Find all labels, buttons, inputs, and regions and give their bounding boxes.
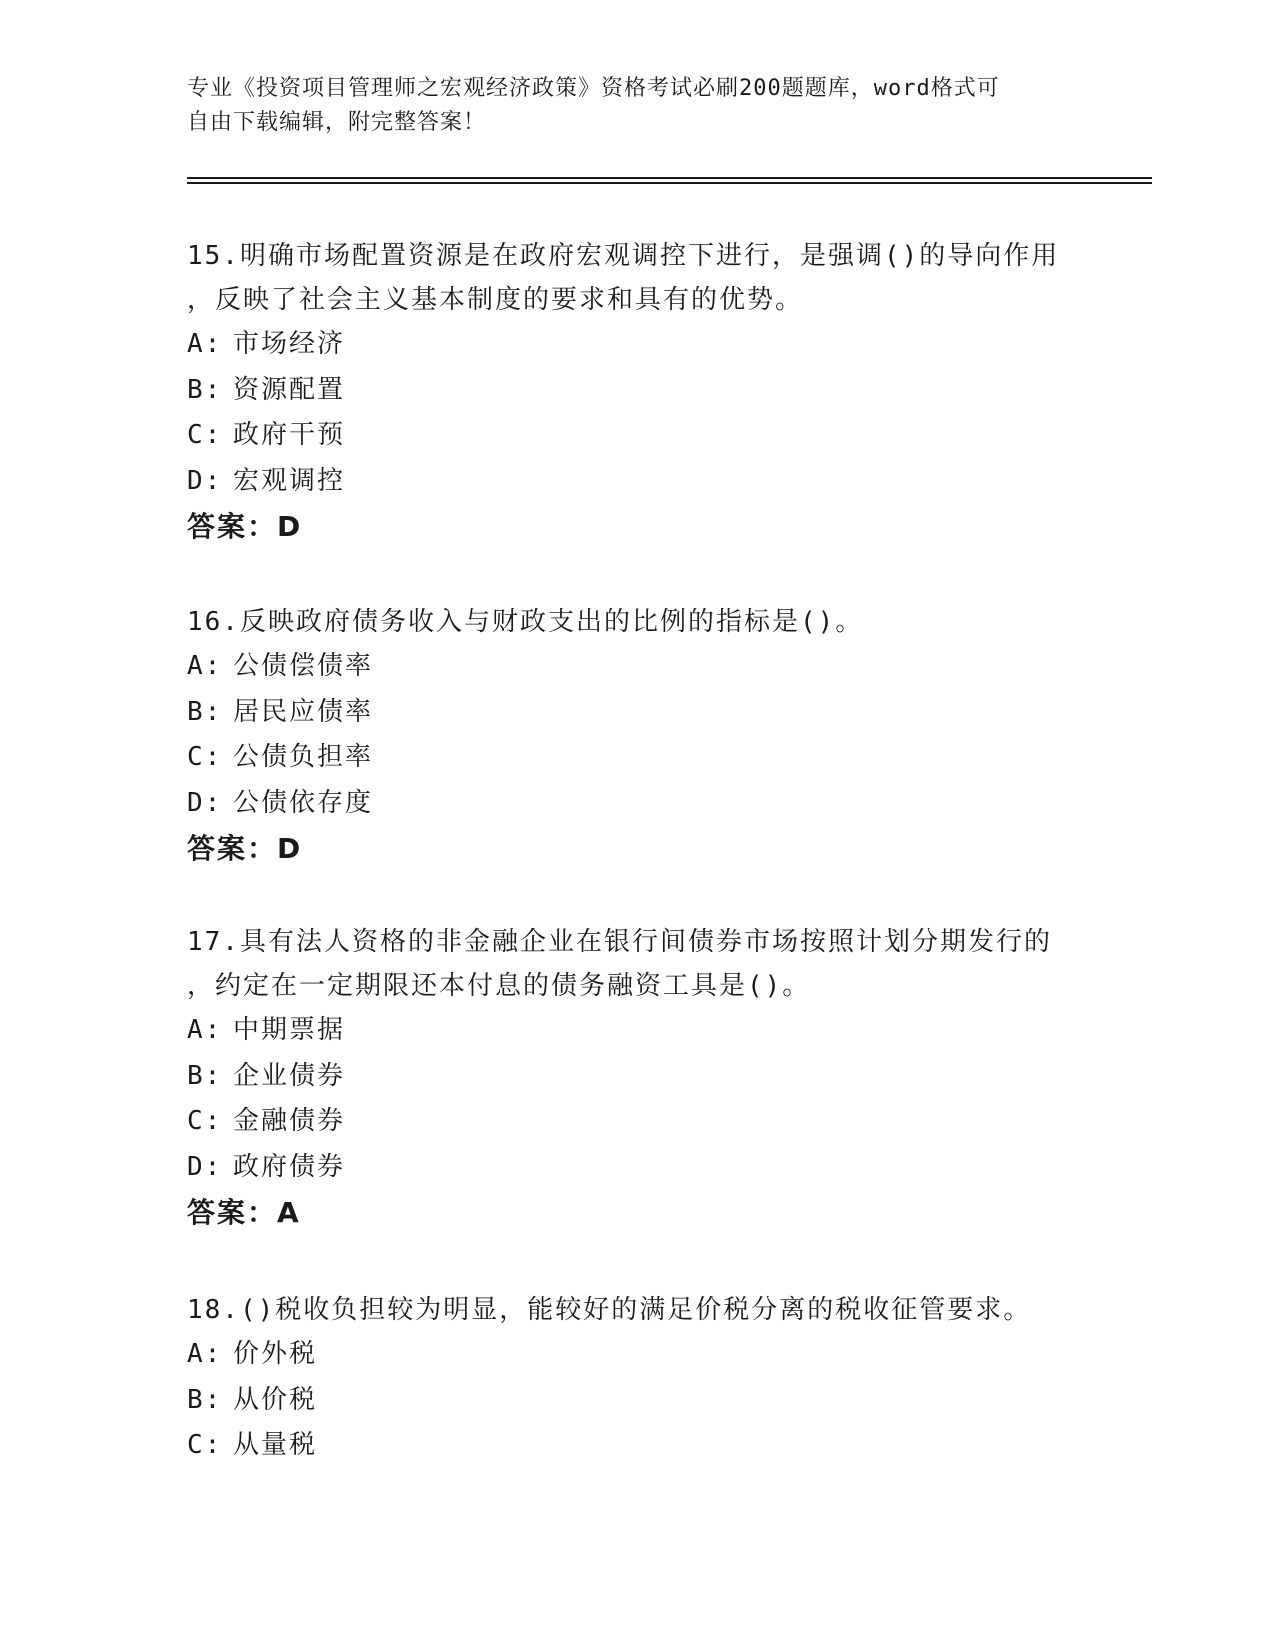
- option-c: [187, 1423, 1087, 1469]
- option-a: [187, 1008, 1087, 1054]
- option-key: B:: [187, 1384, 223, 1415]
- option-text: 从量税: [233, 1430, 318, 1460]
- option-key: A:: [187, 1015, 223, 1045]
- document-header: [187, 72, 1087, 140]
- option-b: [187, 1054, 1087, 1100]
- answer-line: 答案：D: [187, 510, 303, 543]
- header-divider-top: [187, 177, 1152, 179]
- option-c: [187, 413, 1087, 459]
- option-key: A:: [187, 329, 223, 359]
- option-key: B:: [187, 1060, 223, 1091]
- question-16: [187, 600, 1087, 872]
- option-text: 市场经济: [233, 329, 346, 359]
- option-text: 公债偿债率: [233, 651, 374, 681]
- question-stem-continued: ，约定在一定期限还本付息的债务融资工具是()。: [187, 971, 811, 1001]
- option-text: 政府债券: [233, 1151, 346, 1182]
- option-text: 居民应债率: [233, 696, 374, 727]
- header-line-1: 专业《投资项目管理师之宏观经济政策》资格考试必刷200题题库，word格式可: [187, 76, 1000, 101]
- option-c: [187, 1099, 1087, 1145]
- option-key: B:: [187, 374, 223, 405]
- answer-line: 答案：A: [187, 1196, 301, 1229]
- option-key: D:: [187, 787, 223, 818]
- option-key: D:: [187, 1151, 223, 1182]
- answer-line: 答案：D: [187, 832, 303, 865]
- option-key: C:: [187, 742, 223, 772]
- option-key: C:: [187, 1430, 223, 1460]
- question-stem: 18.()税收负担较为明显，能较好的满足价税分离的税收征管要求。: [187, 1295, 1032, 1325]
- question-stem: 15.明确市场配置资源是在政府宏观调控下进行，是强调()的导向作用: [187, 241, 1060, 271]
- option-key: D:: [187, 465, 223, 496]
- option-key: C:: [187, 420, 223, 450]
- option-text: 价外税: [233, 1339, 318, 1369]
- option-a: [187, 644, 1087, 690]
- header-divider-bottom: [187, 182, 1152, 184]
- option-b: [187, 1378, 1087, 1424]
- option-b: [187, 368, 1087, 414]
- option-c: [187, 735, 1087, 781]
- option-text: 从价税: [233, 1384, 318, 1415]
- option-d: [187, 459, 1087, 505]
- option-text: 金融债券: [233, 1106, 346, 1136]
- option-a: [187, 322, 1087, 368]
- option-text: 宏观调控: [233, 465, 346, 496]
- option-a: [187, 1332, 1087, 1378]
- option-text: 公债依存度: [233, 787, 374, 818]
- question-stem: 17.具有法人资格的非金融企业在银行间债券市场按照计划分期发行的: [187, 927, 1052, 957]
- option-d: [187, 781, 1087, 827]
- question-18: [187, 1288, 1087, 1469]
- question-17: [187, 920, 1087, 1236]
- option-text: 政府干预: [233, 420, 346, 450]
- question-stem: 16.反映政府债务收入与财政支出的比例的指标是()。: [187, 607, 864, 637]
- header-line-2: 自由下载编辑，附完整答案！: [187, 110, 487, 135]
- option-key: A:: [187, 651, 223, 681]
- option-text: 中期票据: [233, 1015, 346, 1045]
- option-key: C:: [187, 1106, 223, 1136]
- question-15: [187, 234, 1087, 550]
- option-text: 公债负担率: [233, 742, 374, 772]
- option-b: [187, 690, 1087, 736]
- option-d: [187, 1145, 1087, 1191]
- option-key: A:: [187, 1339, 223, 1369]
- option-key: B:: [187, 696, 223, 727]
- option-text: 资源配置: [233, 374, 346, 405]
- option-text: 企业债券: [233, 1060, 346, 1091]
- question-stem-continued: ，反映了社会主义基本制度的要求和具有的优势。: [187, 285, 804, 315]
